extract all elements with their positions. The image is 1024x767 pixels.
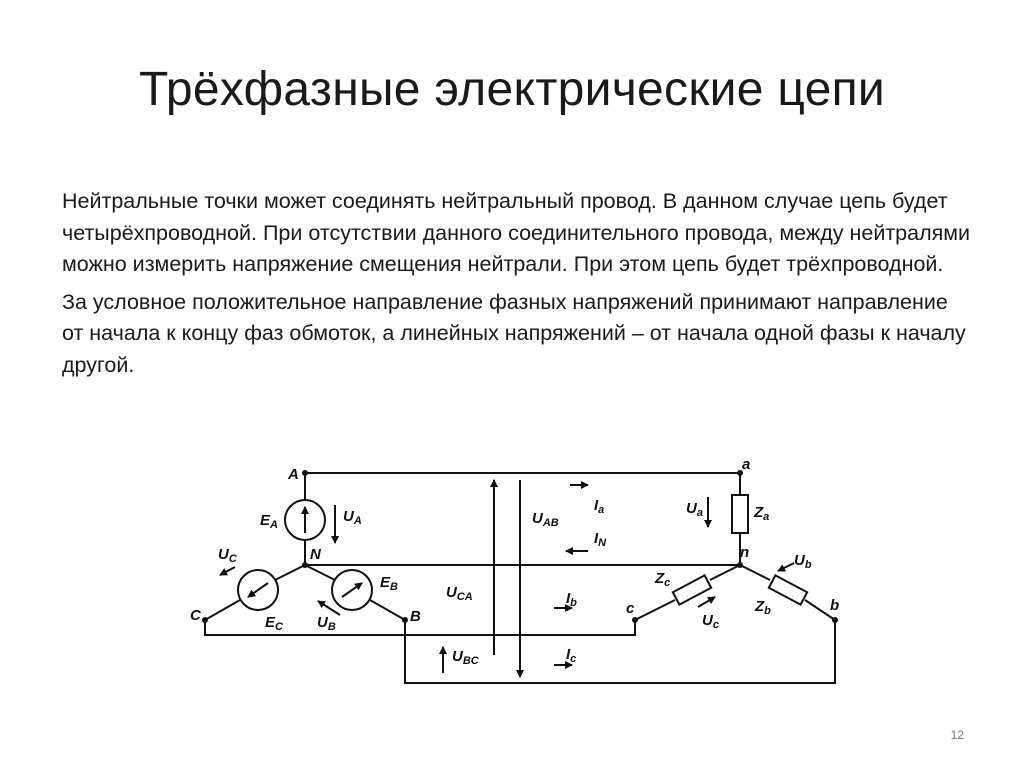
node-label-a: a [742,456,751,473]
slide-body [62,186,972,387]
label-IN: $I_N$ [594,530,607,549]
label-EA: $E_A$ [260,512,278,531]
impedance-Zb [769,575,807,604]
label-Ib: $I_b$ [566,590,577,609]
impedance-Za [732,495,748,533]
impedance-Zc [673,575,711,604]
label-UAB: $U_{AB}$ [532,510,559,529]
label-Ic: $I_c$ [566,646,577,665]
node-N-dot [302,562,308,568]
node-A-dot [302,470,308,476]
node-n-dot [737,562,743,568]
label-Uc-load: $U_c$ [702,612,719,631]
label-UBC: $U_{BC}$ [452,648,479,667]
label-UA: $U_A$ [343,508,362,527]
node-label-A: A [288,466,299,483]
label-EC: $E_C$ [265,614,283,633]
slide-title: Трёхфазные электрические цепи [138,63,886,116]
node-b-dot [832,617,838,623]
label-Ua: $U_a$ [686,500,703,519]
paragraph-voltage-direction: За условное положительное направление фазных напряжений принимают направление от начала к концу фаз обмоток, а линейных напряжений – от начала одной фазы к началу другой. [62,289,966,377]
node-C-dot [202,617,208,623]
node-label-n: n [740,544,750,561]
node-c-dot [632,617,638,623]
label-EB: $E_B$ [380,574,398,593]
label-Zc: $Z_c$ [655,570,671,589]
label-UB: $U_B$ [317,614,336,633]
node-B-dot [402,617,408,623]
page-number: 12 [950,728,964,742]
label-Za: $Z_a$ [754,504,770,523]
node-label-B: B [410,608,421,625]
voltage-Uc-load-arrow [698,597,715,607]
label-Zb: $Z_b$ [755,598,771,617]
node-label-C: C [190,607,201,624]
label-Ia: $I_a$ [594,497,605,516]
label-UC: $U_C$ [218,546,237,565]
paragraph-neutral-wire: Нейтральные точки может соединять нейтральный провод. В данном случае цепь будет четырёхпроводной. При отсутствии данного соединительного провода, между нейтралями можно измерить напряжение смещения нейтрали. При этом цепь будет трёхпроводной. [62,189,971,276]
three-phase-circuit-diagram [180,455,860,700]
label-Ub-load: $U_b$ [794,552,812,571]
voltage-UC-arrow [220,567,235,575]
node-label-N: N [310,546,321,563]
node-label-b: b [830,597,840,614]
node-label-c: c [626,600,635,617]
line-wire-B [405,620,835,683]
label-UCA: $U_{CA}$ [446,584,473,603]
voltage-Ub-load-arrow [778,563,794,571]
